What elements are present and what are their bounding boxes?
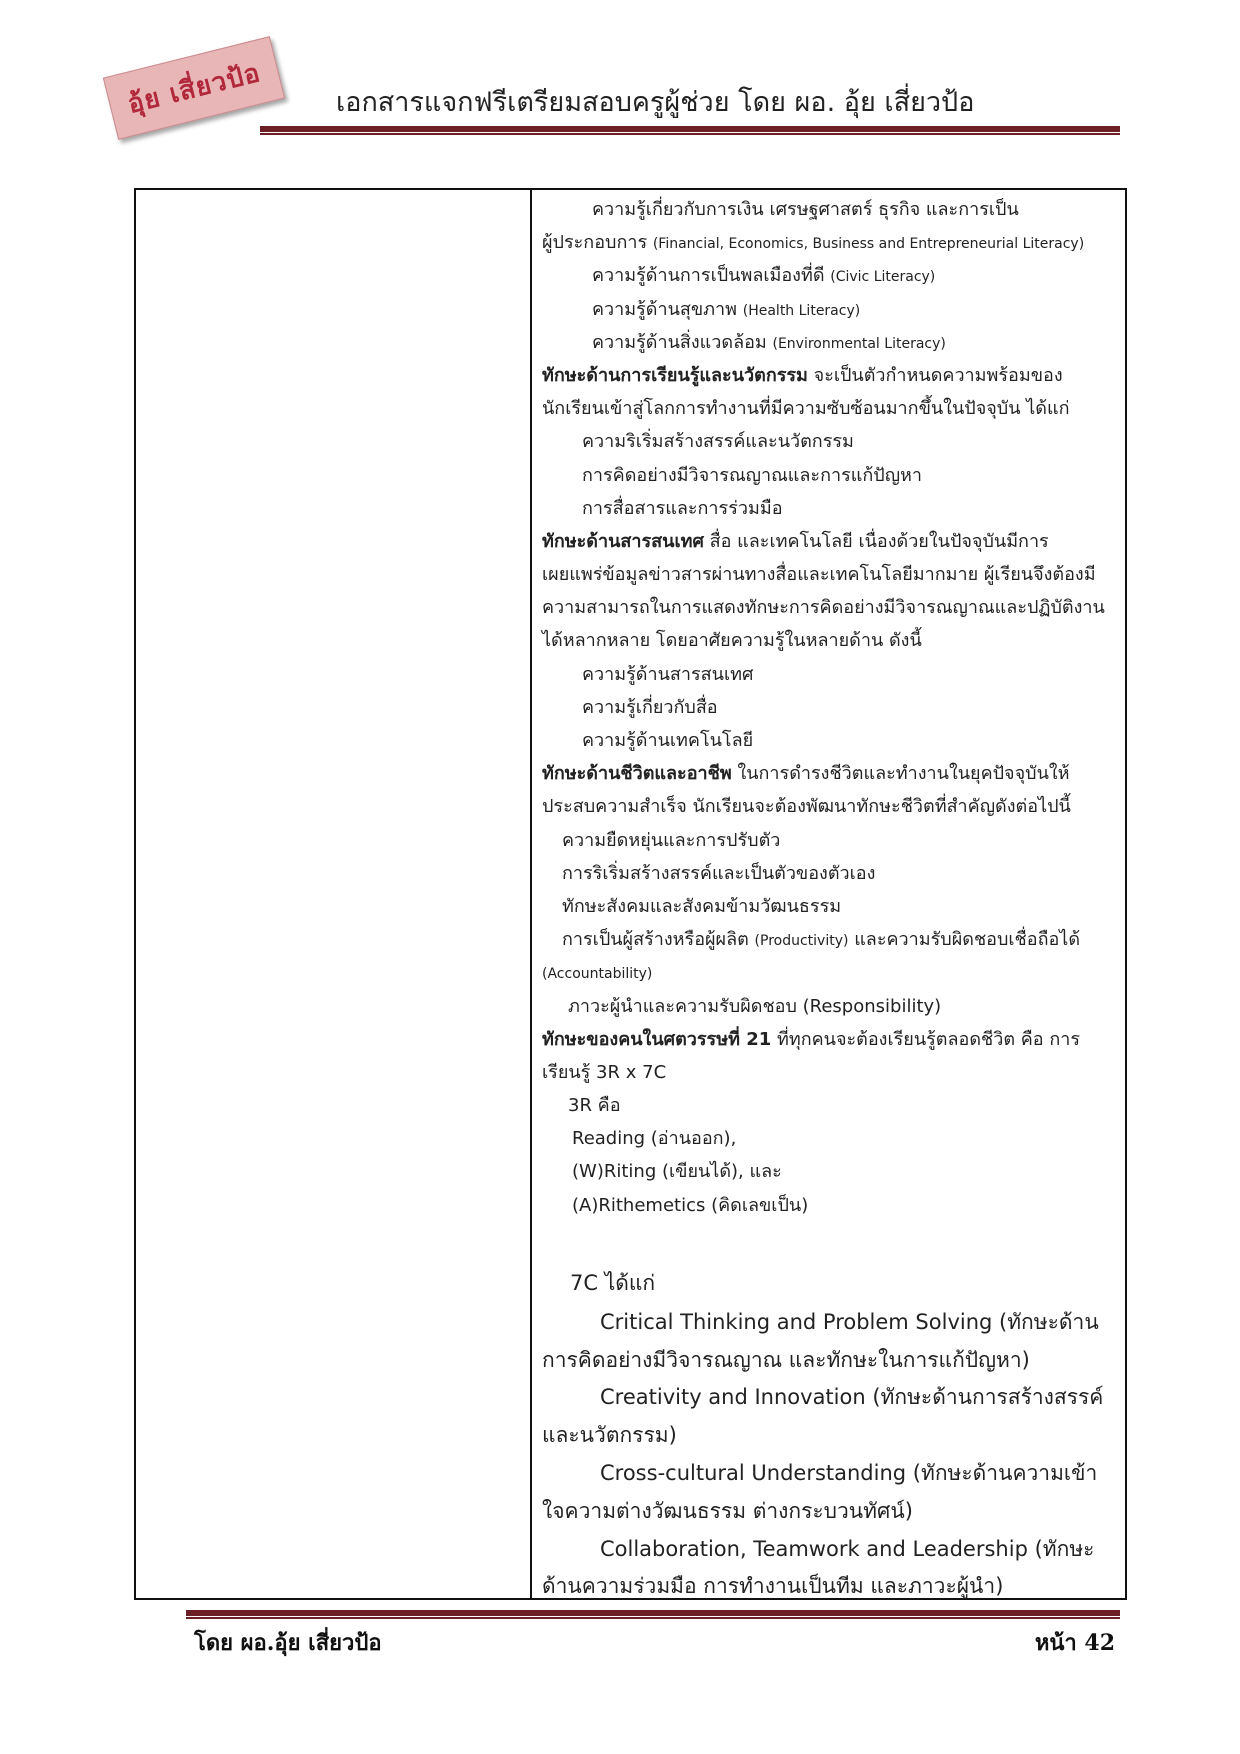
- text-line: ด้านความร่วมมือ การทำงานเป็นทีม และภาวะผู้นำ): [542, 1574, 1004, 1599]
- logo-stamp: [103, 36, 285, 140]
- text-line: ความรู้ด้านการเป็นพลเมืองที่ดี (Civic Literacy): [592, 265, 936, 287]
- list-item: การริเริ่มสร้างสรรค์และเป็นตัวของตัวเอง: [562, 862, 876, 884]
- table-right-cell: [542, 193, 1127, 1606]
- text-line: ความรู้ด้านสุขภาพ (Health Literacy): [592, 298, 861, 320]
- footer-divider-thin: [186, 1617, 1120, 1619]
- header-divider-thin: [260, 133, 1120, 135]
- section-heading-learning: ทักษะด้านการเรียนรู้และนวัตกรรม จะเป็นตัวกำหนดความพร้อมของ: [542, 364, 1063, 386]
- text-line: ความรู้เกี่ยวกับการเงิน เศรษฐศาสตร์ ธุรกิจ และการเป็น: [592, 199, 1019, 220]
- list-item: ภาวะผู้นำและความรับผิดชอบ (Responsibility): [568, 995, 942, 1017]
- list-item: Collaboration, Teamwork and Leadership (ทักษะ: [600, 1536, 1095, 1561]
- section-heading-life-career: ทักษะด้านชีวิตและอาชีพ ในการดำรงชีวิตและทำงานในยุคปัจจุบันให้: [542, 763, 1070, 785]
- list-item: (W)Riting (เขียนได้), และ: [572, 1161, 782, 1183]
- list-item: ความรู้เกี่ยวกับสื่อ: [582, 696, 718, 718]
- page-header-title: เอกสารแจกฟรีเตรียมสอบครูผู้ช่วย โดย ผอ. อุ้ย เสี่ยวป้อ: [336, 87, 975, 118]
- list-item: Reading (อ่านออก),: [572, 1128, 737, 1150]
- text-line: ใจความต่างวัฒนธรรม ต่างกระบวนทัศน์): [542, 1498, 913, 1523]
- text-line: และนวัตกรรม): [542, 1423, 677, 1448]
- text-line: ความสามารถในการแสดงทักษะการคิดอย่างมีวิจารณญาณและปฏิบัติงาน: [542, 597, 1105, 619]
- list-item: (A)Rithemetics (คิดเลขเป็น): [572, 1194, 809, 1216]
- list-item: ทักษะสังคมและสังคมข้ามวัฒนธรรม: [562, 895, 842, 917]
- table-column-divider: [530, 188, 532, 1600]
- footer-divider: [186, 1610, 1120, 1616]
- page-number: หน้า 42: [1034, 1630, 1115, 1656]
- text-line: 7C ได้แก่: [570, 1270, 656, 1295]
- text-line: ประสบความสำเร็จ นักเรียนจะต้องพัฒนาทักษะชีวิตที่สำคัญดังต่อไปนี้: [542, 796, 1071, 818]
- list-item: ความริเริ่มสร้างสรรค์และนวัตกรรม: [582, 431, 854, 453]
- section-heading-information: ทักษะด้านสารสนเทศ สื่อ และเทคโนโลยี เนื่องด้วยในปัจจุบันมีการ: [542, 530, 1049, 552]
- header-divider: [260, 126, 1120, 132]
- list-item: Critical Thinking and Problem Solving (ทักษะด้าน: [600, 1309, 1099, 1334]
- text-line: ผู้ประกอบการ (Financial, Economics, Business and Entrepreneurial Literacy): [542, 232, 1085, 254]
- list-item: การสื่อสารและการร่วมมือ: [582, 497, 783, 519]
- list-item: ความยืดหยุ่นและการปรับตัว: [562, 829, 781, 851]
- text-line: เผยแพร่ข้อมูลข่าวสารผ่านทางสื่อและเทคโนโลยีมากมาย ผู้เรียนจึงต้องมี: [542, 564, 1096, 586]
- footer-author: โดย ผอ.อุ้ย เสี่ยวป้อ: [194, 1630, 382, 1656]
- spacer: [542, 1222, 1127, 1262]
- list-item: ความรู้ด้านสารสนเทศ: [582, 663, 754, 685]
- text-line: นักเรียนเข้าสู่โลกการทำงานที่มีความซับซ้อนมากขึ้นในปัจจุบัน ได้แก่: [542, 398, 1070, 420]
- list-item: ความรู้ด้านเทคโนโลยี: [582, 730, 754, 751]
- text-line: ได้หลากหลาย โดยอาศัยความรู้ในหลายด้าน ดังนี้: [542, 630, 922, 652]
- text-line: (Accountability): [542, 966, 653, 983]
- list-item: Cross-cultural Understanding (ทักษะด้านความเข้า: [600, 1461, 1098, 1485]
- text-line: ความรู้ด้านสิ่งแวดล้อม (Environmental Literacy): [592, 331, 946, 353]
- stamp-text: อุ้ย เสี่ยวป้อ: [124, 57, 264, 120]
- list-item: Creativity and Innovation (ทักษะด้านการสร้างสรรค์: [600, 1385, 1104, 1410]
- text-line: เรียนรู้ 3R x 7C: [542, 1061, 667, 1083]
- list-item: การคิดอย่างมีวิจารณญาณและการแก้ปัญหา: [582, 464, 923, 486]
- section-heading-21st-century: ทักษะของคนในศตวรรษที่ 21 ที่ทุกคนจะต้องเรียนรู้ตลอดชีวิต คือ การ: [542, 1028, 1080, 1050]
- text-line: 3R คือ: [568, 1095, 621, 1117]
- list-item: การเป็นผู้สร้างหรือผู้ผลิต (Productivity) และความรับผิดชอบเชื่อถือได้: [562, 929, 1081, 951]
- text-line: การคิดอย่างมีวิจารณญาณ และทักษะในการแก้ปัญหา): [542, 1347, 1030, 1372]
